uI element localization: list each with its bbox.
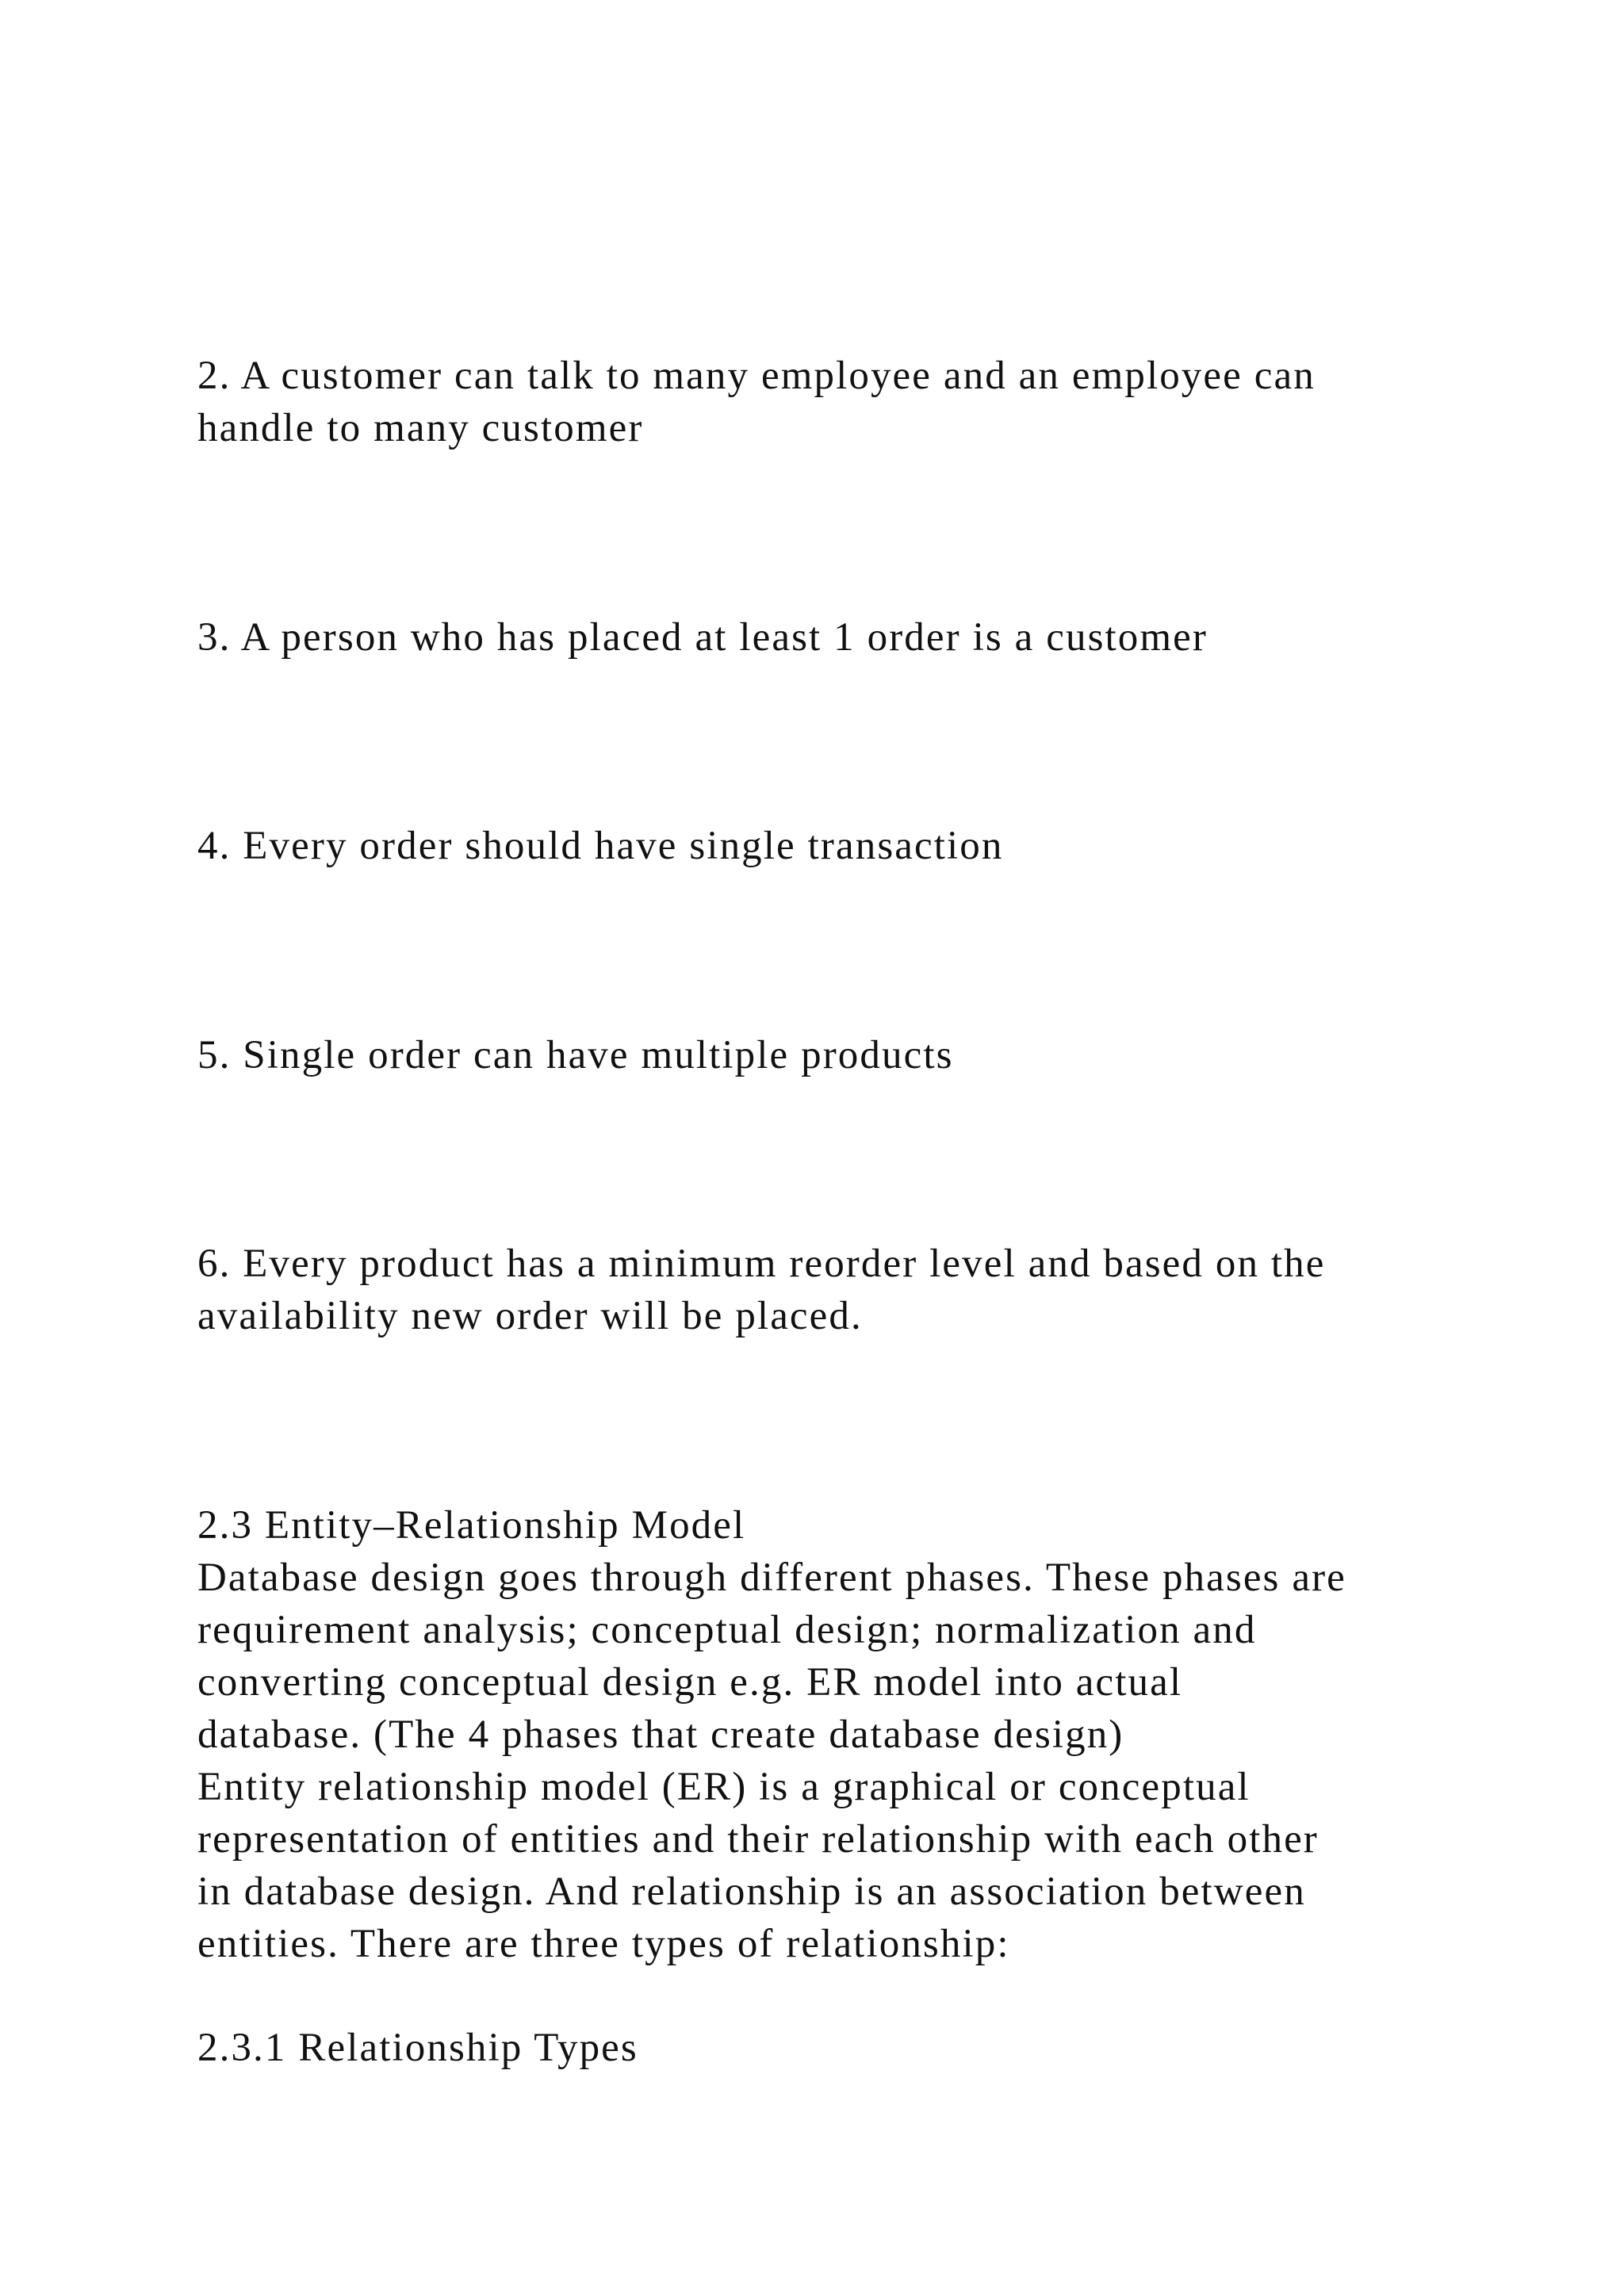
list-item-5-line-1: 5. Single order can have multiple products xyxy=(197,1033,954,1077)
list-item-4-line-1: 4. Every order should have single transaction xyxy=(197,824,1004,868)
list-item-6-line-1: 6. Every product has a minimum reorder level and based on the xyxy=(197,1242,1326,1286)
list-item-2-line-1: 2. A customer can talk to many employee and an employee can xyxy=(197,354,1316,398)
subsection-heading: 2.3.1 Relationship Types xyxy=(197,2026,638,2070)
body-line: Entity relationship model (ER) is a graphical or conceptual xyxy=(197,1765,1251,1809)
section-heading: 2.3 Entity–Relationship Model xyxy=(197,1503,746,1548)
list-item-2 xyxy=(197,350,1506,454)
list-item-6 xyxy=(197,1238,1506,1342)
list-item-4 xyxy=(197,820,1506,872)
body-line: in database design. And relationship is an association between xyxy=(197,1869,1306,1914)
list-item-5 xyxy=(197,1029,1506,1081)
list-item-2-line-2: handle to many customer xyxy=(197,406,644,450)
subsection-heading-block xyxy=(197,2022,1506,2074)
section-er-model xyxy=(197,1499,1506,1970)
list-item-6-line-2: availability new order will be placed. xyxy=(197,1294,863,1338)
body-line: converting conceptual design e.g. ER model into actual xyxy=(197,1660,1183,1705)
body-line: requirement analysis; conceptual design; normalization and xyxy=(197,1608,1257,1652)
body-line: Database design goes through different phases. These phases are xyxy=(197,1556,1346,1600)
list-item-3-line-1: 3. A person who has placed at least 1 order is a customer xyxy=(197,615,1208,660)
list-item-3 xyxy=(197,611,1506,664)
body-line: representation of entities and their relationship with each other xyxy=(197,1817,1319,1862)
body-line: entities. There are three types of relationship: xyxy=(197,1922,1010,1966)
body-line: database. (The 4 phases that create database design) xyxy=(197,1712,1124,1757)
